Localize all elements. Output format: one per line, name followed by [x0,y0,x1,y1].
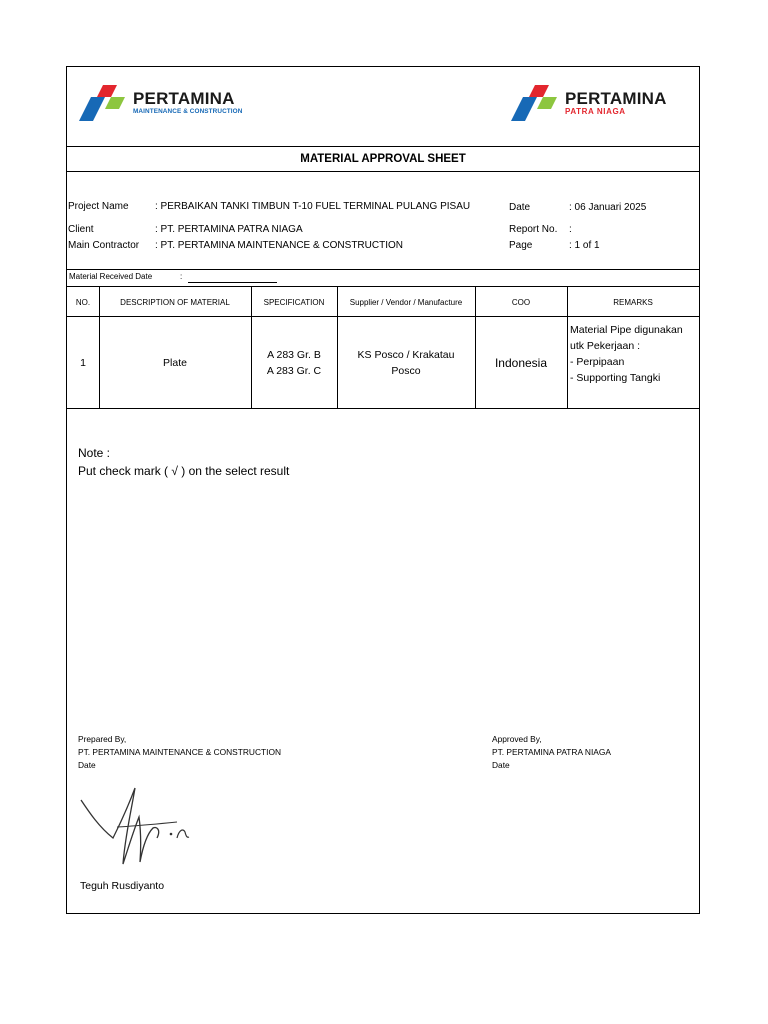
divider [67,269,699,270]
pertamina-logo-icon [507,83,559,123]
material-approval-sheet [66,66,700,914]
row-supplier [337,317,475,409]
note-label: Note : [78,446,111,460]
remarks-line: - Perpipaan [570,356,625,368]
remarks-line: Material Pipe digunakan [570,324,683,336]
row-no: 1 [80,357,86,369]
prepared-by-label: Prepared By, [78,734,127,744]
header-description: DESCRIPTION OF MATERIAL [120,297,230,307]
row-description: Plate [163,357,187,369]
remarks-line: - Supporting Tangki [570,372,661,384]
client-value: : PT. PERTAMINA PATRA NIAGA [155,224,303,235]
divider [67,171,699,172]
prepared-by-signer-name: Teguh Rusdiyanto [80,880,165,892]
approved-by-company: PT. PERTAMINA PATRA NIAGA [492,747,611,757]
supplier-line: KS Posco / Krakatau [357,349,455,361]
main-contractor-value: : PT. PERTAMINA MAINTENANCE & CONSTRUCTION [155,240,403,251]
date-label: Date [509,202,531,213]
row-remarks [570,317,698,409]
header-specification: SPECIFICATION [263,297,325,307]
material-received-date-colon: : [180,272,183,281]
material-received-date-label: Material Received Date [69,272,153,281]
note-block [78,444,289,480]
prepared-by-block [78,733,281,772]
spec-line: A 283 Gr. B [267,349,321,361]
project-name-label: Project Name [68,201,129,212]
remarks-line: utk Pekerjaan : [570,340,641,352]
date-value: : 06 Januari 2025 [569,202,647,213]
logo-brand-right: PERTAMINA [565,89,667,108]
approved-by-label: Approved By, [492,734,542,744]
report-no-label: Report No. [509,224,558,235]
row-specification [251,317,337,409]
page-label: Page [509,240,533,251]
prepared-by-company: PT. PERTAMINA MAINTENANCE & CONSTRUCTION [78,747,282,757]
header-coo: COO [511,297,531,307]
spec-line: A 283 Gr. C [266,365,322,377]
material-received-date-field[interactable] [188,282,277,283]
handwritten-signature [77,782,197,877]
pertamina-logo-icon [75,83,127,123]
sheet-title: MATERIAL APPROVAL SHEET [300,153,466,165]
project-name-value: : PERBAIKAN TANKI TIMBUN T-10 FUEL TERMINAL PULANG PISAU [155,201,471,212]
logo-sub-right: PATRA NIAGA [565,107,626,116]
pertamina-mc-logo [75,83,242,123]
note-text: Put check mark ( √ ) on the select result [78,464,290,478]
report-no-value: : [569,224,572,235]
logo-sub-left: MAINTENANCE & CONSTRUCTION [133,108,243,116]
header-supplier: Supplier / Vendor / Manufacture [349,297,463,307]
header-remarks: REMARKS [613,297,653,307]
row-coo: Indonesia [494,356,548,370]
main-contractor-label: Main Contractor [68,240,140,251]
approved-by-date-label: Date [492,760,510,770]
page-value: : 1 of 1 [569,240,600,251]
header-no: NO. [75,297,91,307]
supplier-line: Posco [391,365,421,377]
logo-brand-left: PERTAMINA [133,89,235,109]
pertamina-patra-niaga-logo [507,83,667,123]
approved-by-block [492,733,611,772]
client-label: Client [68,224,94,235]
prepared-by-date-label: Date [78,760,96,770]
